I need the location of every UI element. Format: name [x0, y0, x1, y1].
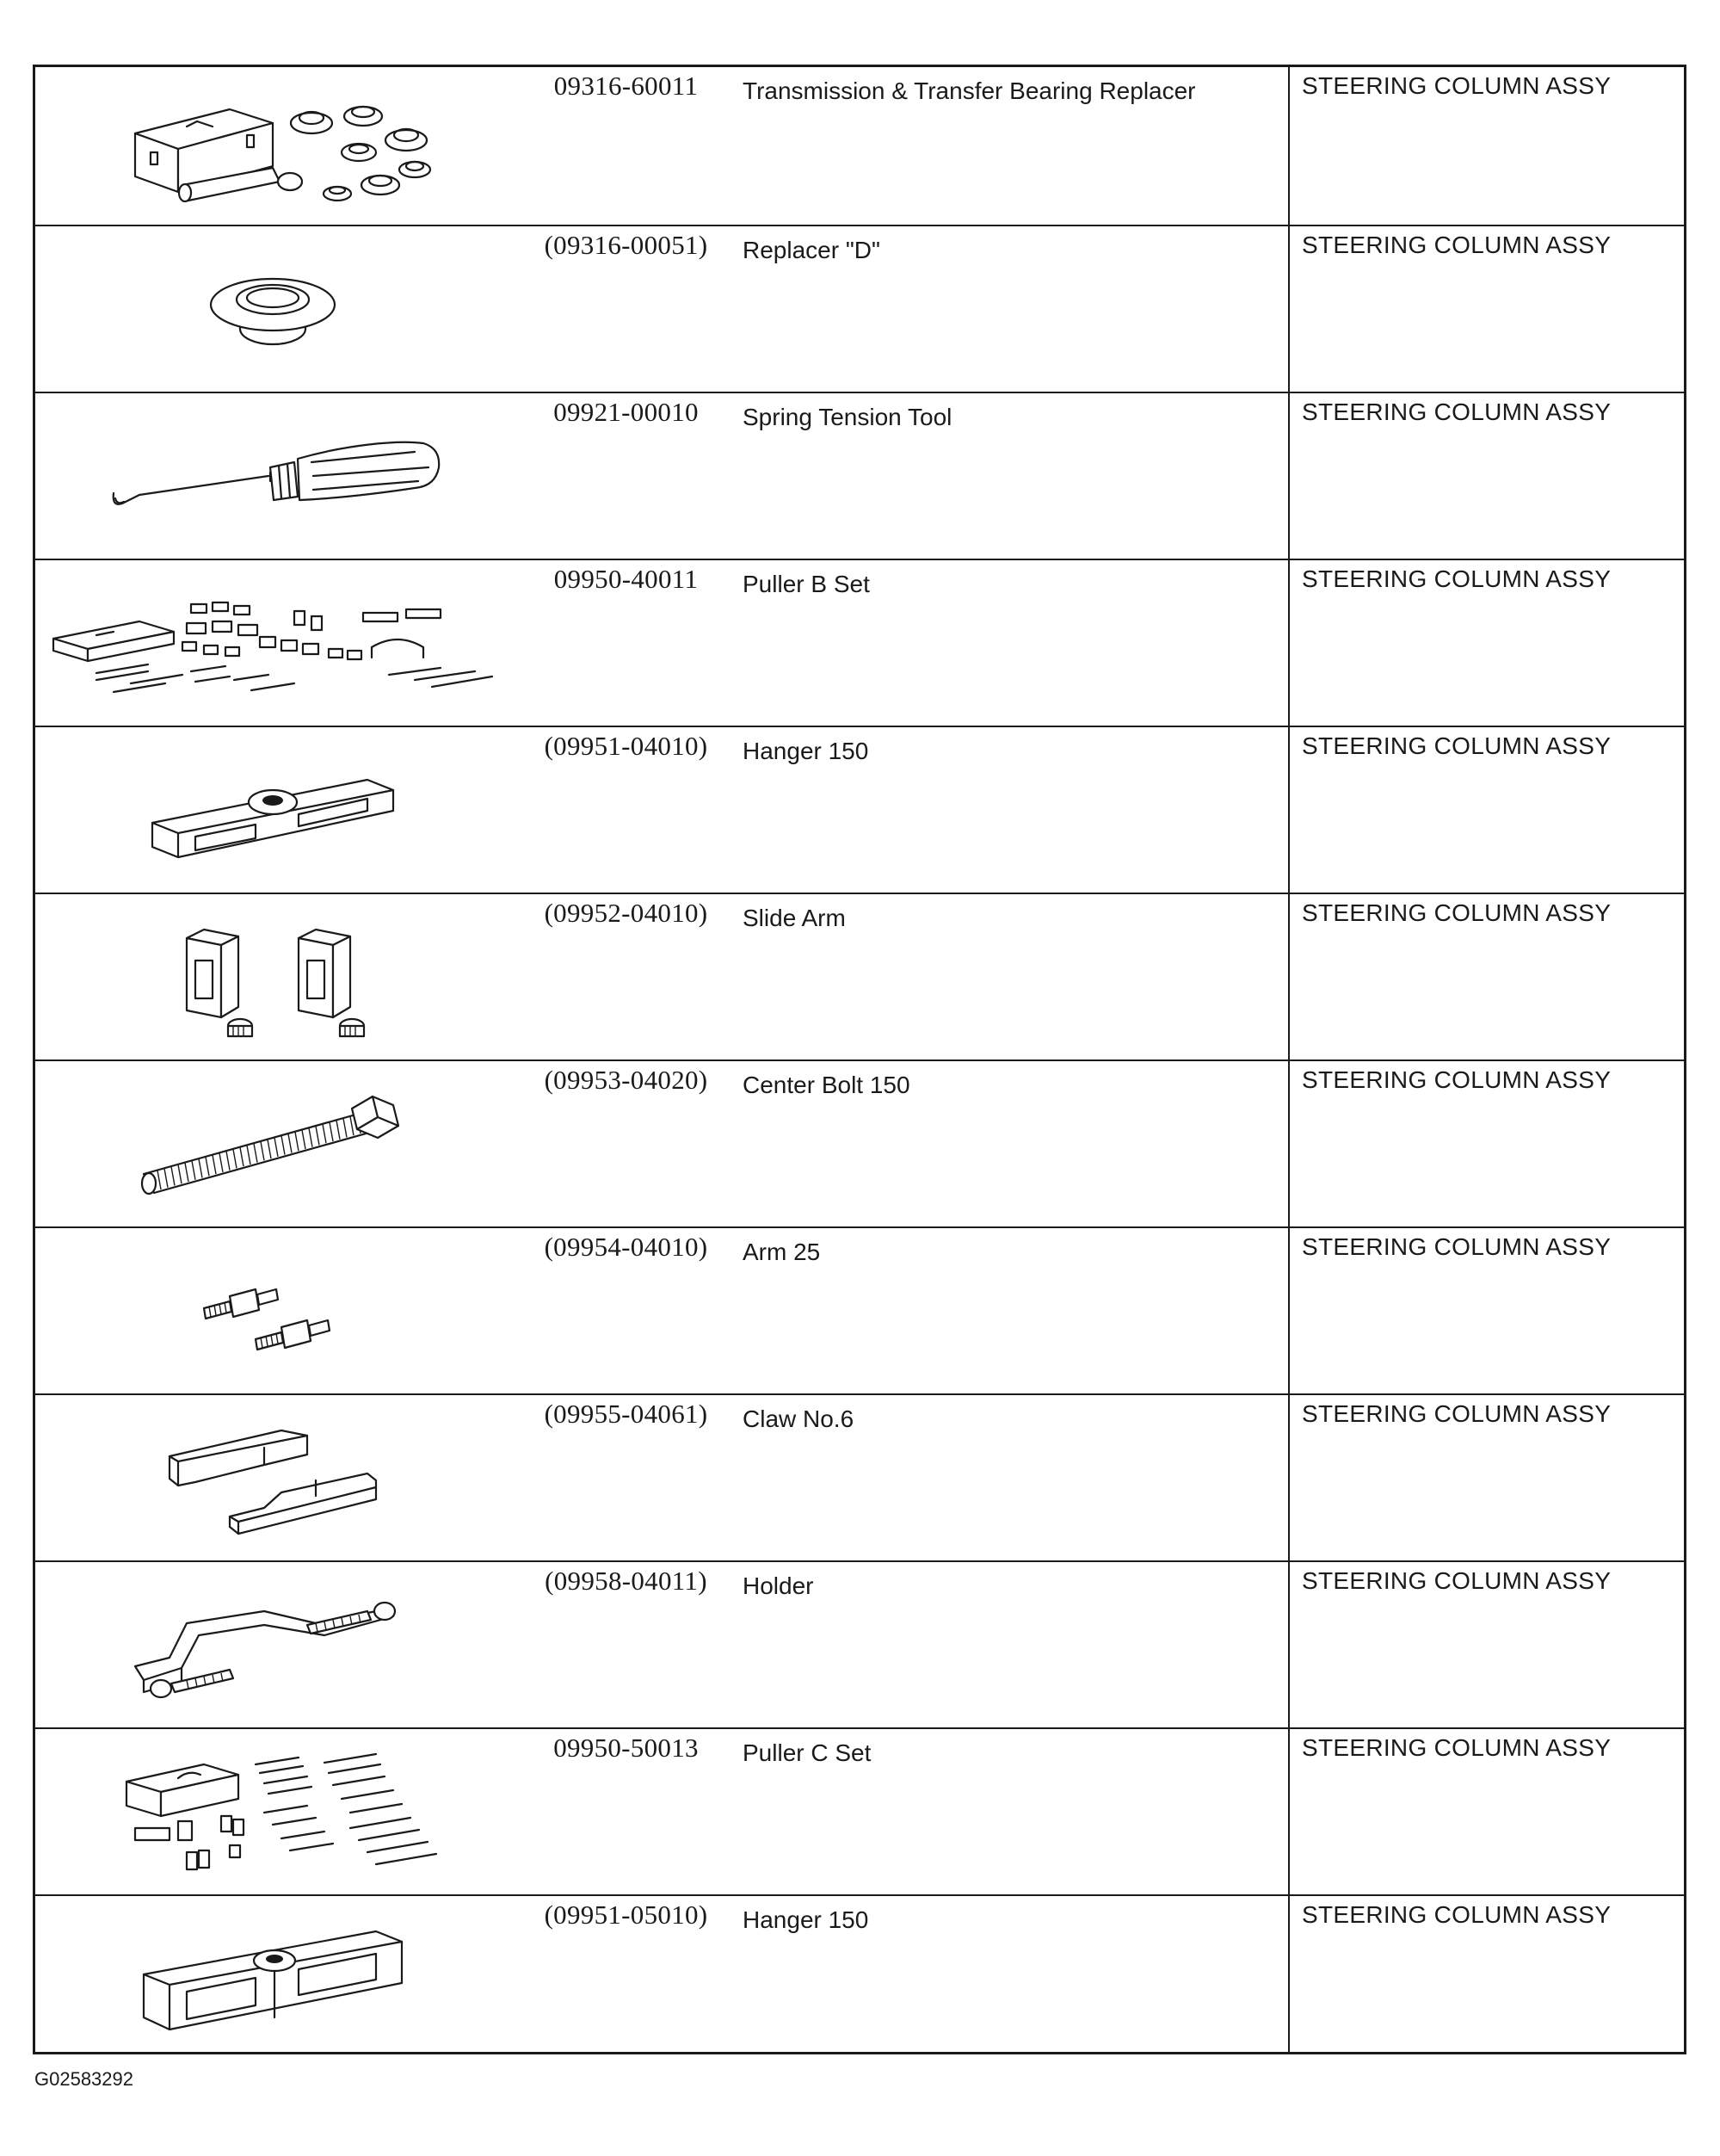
- hanger-icon: [35, 1896, 509, 2052]
- part-number: (09951-05010): [544, 1900, 708, 1930]
- table-row: [35, 1729, 1684, 1896]
- part-number: 09950-40011: [553, 564, 699, 594]
- tool-name: Hanger 150: [743, 738, 869, 764]
- tool-name: Replacer "D": [743, 237, 880, 263]
- table-row: [35, 560, 1684, 727]
- part-number: (09952-04010): [544, 898, 708, 928]
- assembly-name: STEERING COLUMN ASSY: [1288, 727, 1684, 893]
- arm-icon: [35, 1228, 509, 1393]
- part-number: (09958-04011): [545, 1566, 707, 1596]
- tool-name: Center Bolt 150: [743, 1072, 910, 1098]
- slide-arm-icon: [35, 894, 509, 1059]
- tool-name: Holder: [743, 1572, 814, 1599]
- table-row: [35, 67, 1684, 226]
- table-row: [35, 894, 1684, 1061]
- assembly-name: STEERING COLUMN ASSY: [1288, 1228, 1684, 1393]
- bearing-replacer-kit-icon: [35, 67, 509, 225]
- table-row: [35, 393, 1684, 560]
- part-number: (09955-04061): [544, 1399, 708, 1429]
- part-number: (09953-04020): [544, 1065, 708, 1095]
- puller-set-icon: [35, 560, 509, 726]
- assembly-name: STEERING COLUMN ASSY: [1288, 1061, 1684, 1226]
- tool-name: Slide Arm: [743, 905, 846, 931]
- part-number: 09950-50013: [553, 1733, 699, 1763]
- part-number: (09316-00051): [544, 230, 708, 260]
- assembly-name: STEERING COLUMN ASSY: [1288, 560, 1684, 726]
- part-number: (09954-04010): [544, 1232, 708, 1262]
- special-tools-table: [33, 65, 1686, 2054]
- hanger-icon: [35, 727, 509, 893]
- tool-name: Spring Tension Tool: [743, 404, 952, 430]
- tool-name: Puller C Set: [743, 1739, 872, 1766]
- table-row: [35, 1061, 1684, 1228]
- part-number: 09316-60011: [553, 71, 699, 101]
- table-row: [35, 1228, 1684, 1395]
- puller-set-icon: [35, 1729, 509, 1894]
- replacer-disc-icon: [35, 226, 509, 392]
- assembly-name: STEERING COLUMN ASSY: [1288, 1395, 1684, 1560]
- assembly-name: STEERING COLUMN ASSY: [1288, 67, 1684, 225]
- assembly-name: STEERING COLUMN ASSY: [1288, 1562, 1684, 1727]
- tool-name: Arm 25: [743, 1239, 821, 1265]
- holder-icon: [35, 1562, 509, 1727]
- table-row: [35, 226, 1684, 393]
- tool-name: Transmission & Transfer Bearing Replacer: [743, 77, 1196, 104]
- assembly-name: STEERING COLUMN ASSY: [1288, 226, 1684, 392]
- table-row: [35, 1562, 1684, 1729]
- part-number: (09951-04010): [544, 731, 708, 761]
- assembly-name: STEERING COLUMN ASSY: [1288, 393, 1684, 559]
- assembly-name: STEERING COLUMN ASSY: [1288, 1729, 1684, 1894]
- assembly-name: STEERING COLUMN ASSY: [1288, 894, 1684, 1059]
- tool-name: Hanger 150: [743, 1906, 869, 1933]
- part-number: 09921-00010: [553, 397, 699, 427]
- claw-icon: [35, 1395, 509, 1560]
- table-row: [35, 727, 1684, 894]
- center-bolt-icon: [35, 1061, 509, 1226]
- table-row: [35, 1896, 1684, 2052]
- tool-name: Puller B Set: [743, 571, 870, 597]
- table-row: [35, 1395, 1684, 1562]
- spring-tension-tool-icon: [35, 393, 509, 559]
- figure-code: G02583292: [34, 2068, 133, 2090]
- tool-name: Claw No.6: [743, 1405, 854, 1432]
- assembly-name: STEERING COLUMN ASSY: [1288, 1896, 1684, 2052]
